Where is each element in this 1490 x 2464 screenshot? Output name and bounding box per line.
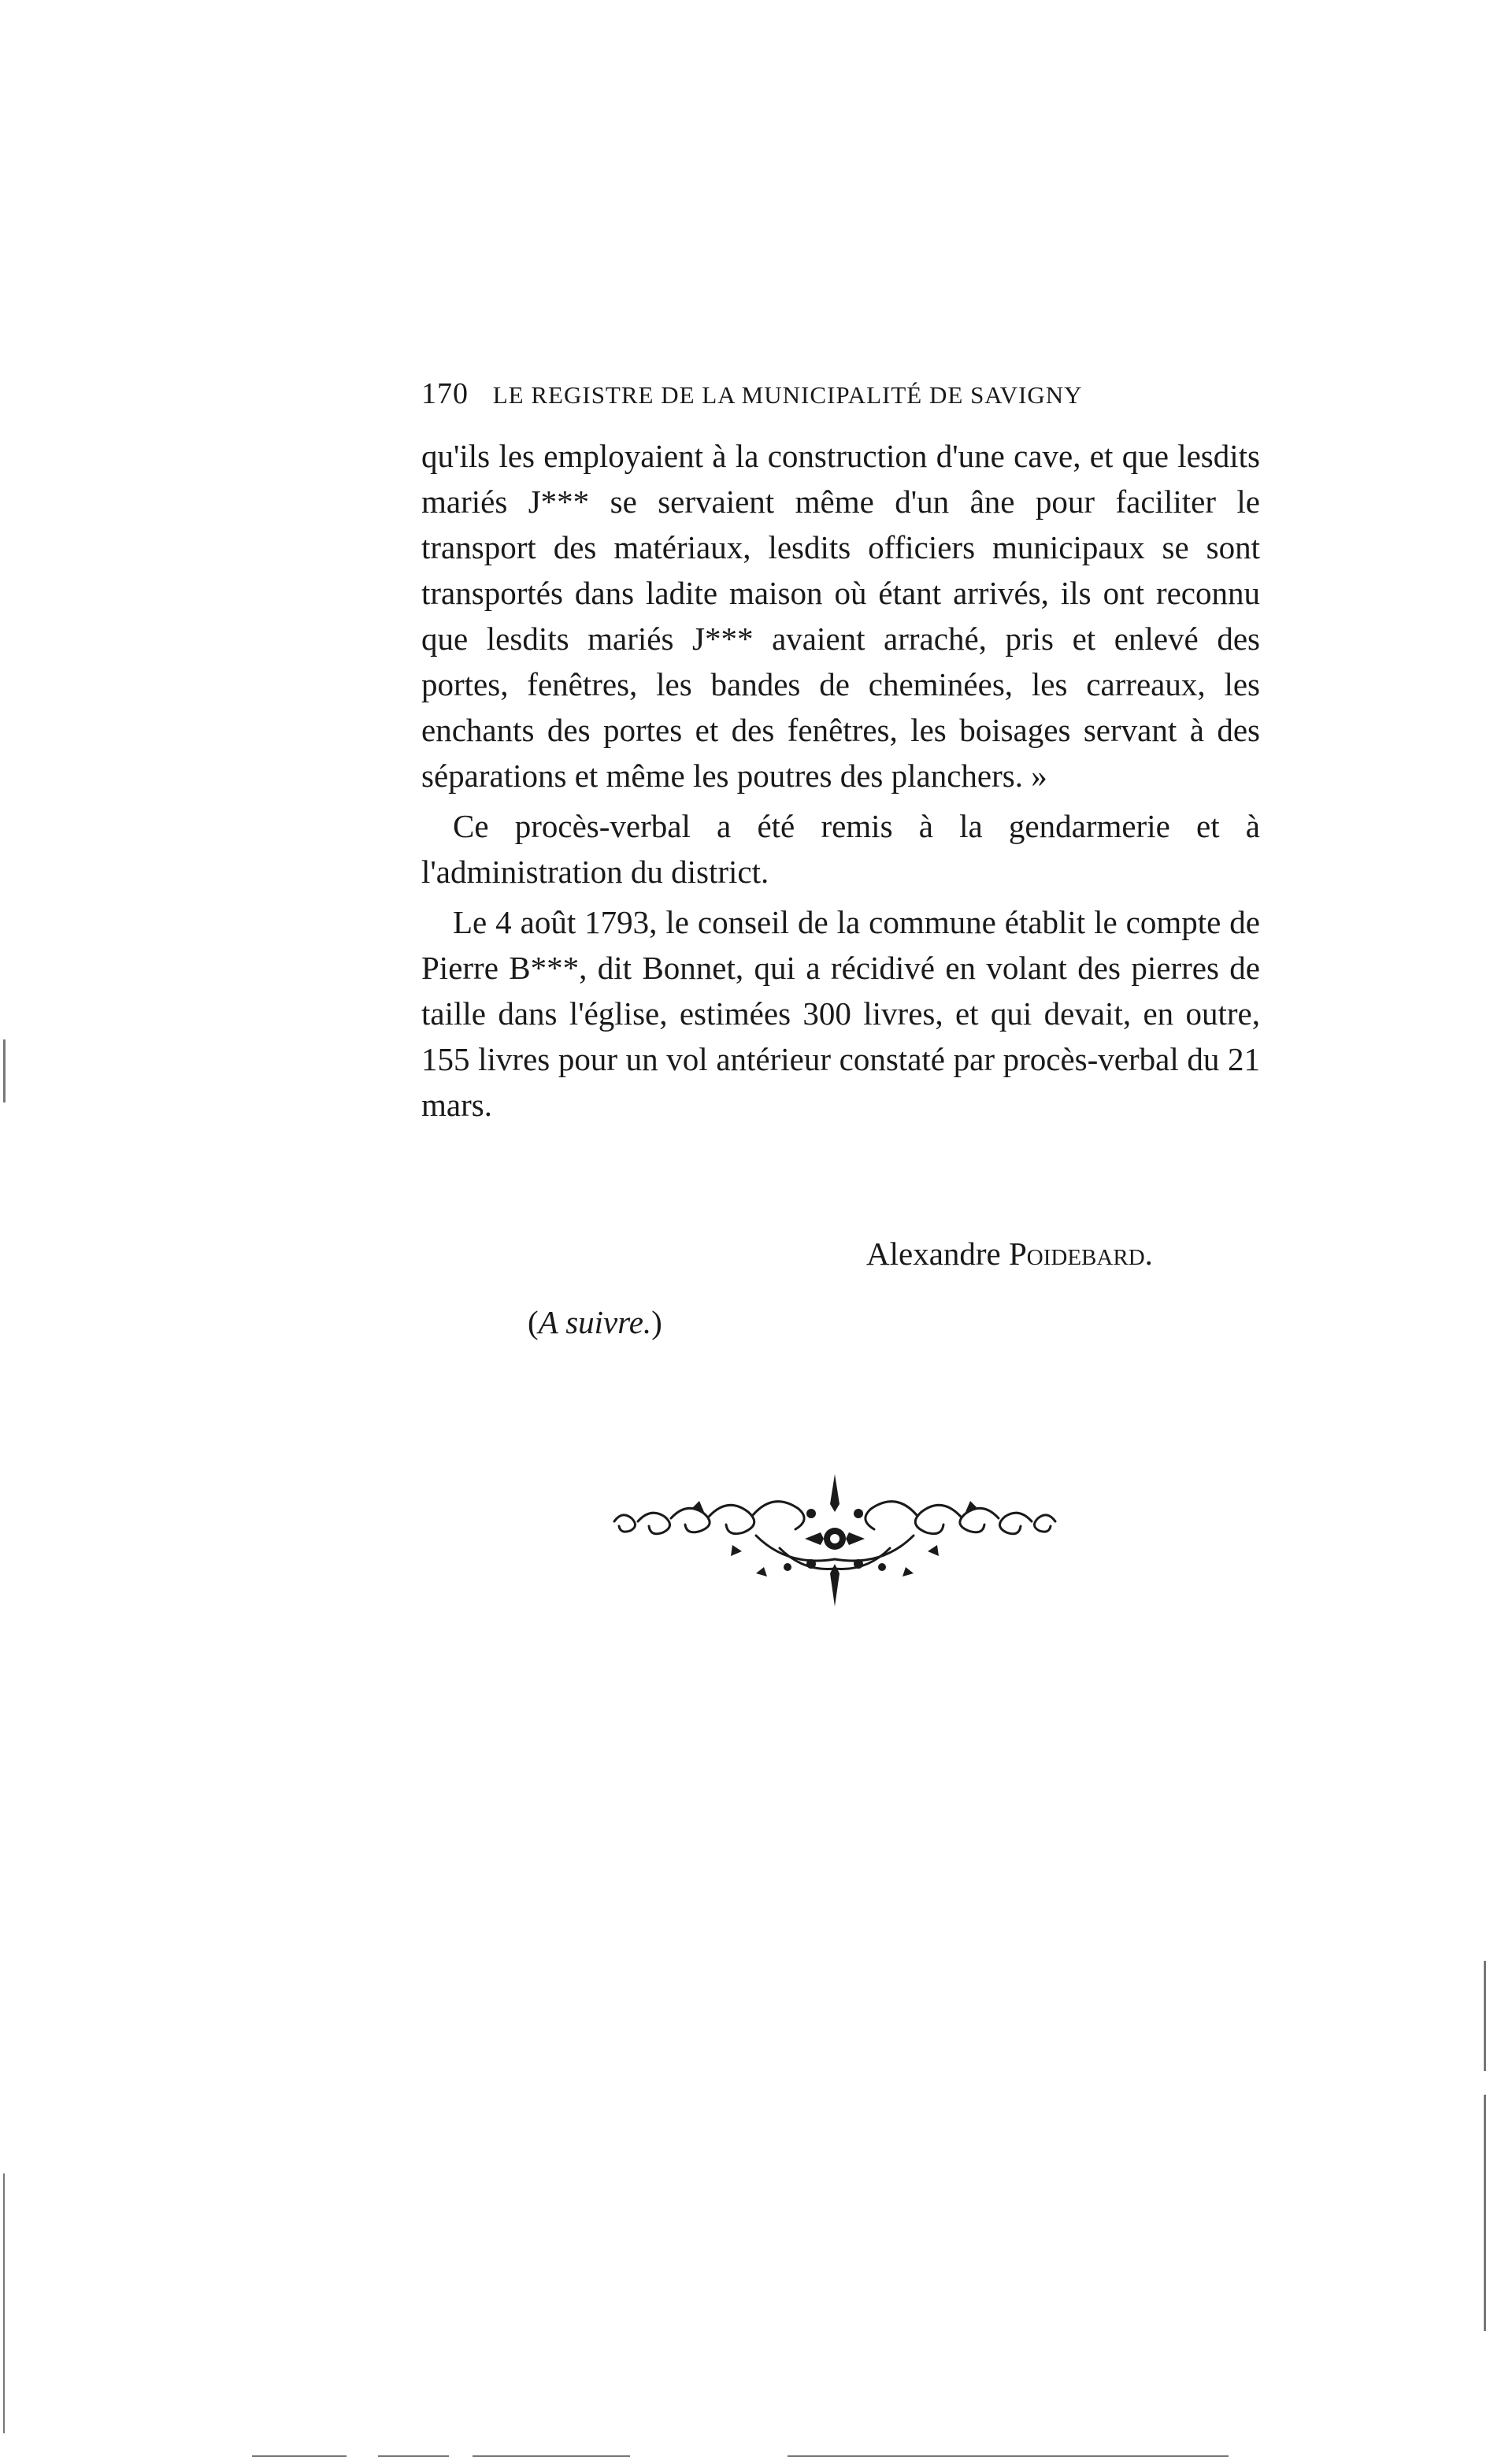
scan-artifact bbox=[788, 2455, 1229, 2457]
running-header bbox=[421, 376, 1209, 411]
paragraph-3: Le 4 août 1793, le conseil de la commune établit le compte de Pierre B***, dit Bonnet, qui a récidivé en volant des pierres de taille dans l'église, estimées 300 livres, et qui devait, en outre, 155 livres pour un vol antérieur constaté par procès-verbal du 21 mars. bbox=[421, 904, 1260, 1123]
paragraph-1: qu'ils les employaient à la construction d'une cave, et que lesdits mariés J*** se servaient même d'un âne pour faciliter le transport des matériaux, lesdits officiers municipaux se sont transportés dans ladite maison où étant arrivés, ils ont reconnu que lesdits mariés J*** avaient arraché, pris et enlevé des portes, fenêtres, les bandes de cheminées, les carreaux, les enchants des portes et des fenêtres, les boisages servant à des séparations et même les poutres des planchers. » bbox=[421, 438, 1260, 794]
scan-artifact bbox=[3, 2173, 5, 2433]
ornament-icon bbox=[599, 1473, 1071, 1606]
scan-artifact bbox=[252, 2455, 347, 2457]
author-first-name: Alexandre bbox=[866, 1236, 1001, 1272]
page-number: 170 bbox=[421, 377, 469, 410]
continuation-close-paren: ) bbox=[651, 1304, 662, 1340]
body-text bbox=[421, 433, 1260, 1128]
scan-artifact bbox=[1484, 1961, 1486, 2071]
continuation-open-paren: ( bbox=[528, 1304, 539, 1340]
paragraph-2: Ce procès-verbal a été remis à la gendarmerie et à l'administration du district. bbox=[421, 808, 1260, 890]
scan-artifact bbox=[473, 2455, 630, 2457]
scan-artifact bbox=[378, 2455, 449, 2457]
author-signature bbox=[866, 1235, 1153, 1273]
running-title: LE REGISTRE DE LA MUNICIPALITÉ DE SAVIGNY bbox=[492, 381, 1083, 409]
author-last-name: Poidebard. bbox=[1009, 1236, 1153, 1272]
scan-artifact bbox=[1484, 2095, 1486, 2331]
scan-artifact bbox=[3, 1039, 6, 1102]
continuation-text: A suivre. bbox=[538, 1304, 652, 1340]
continuation-note bbox=[528, 1303, 662, 1341]
